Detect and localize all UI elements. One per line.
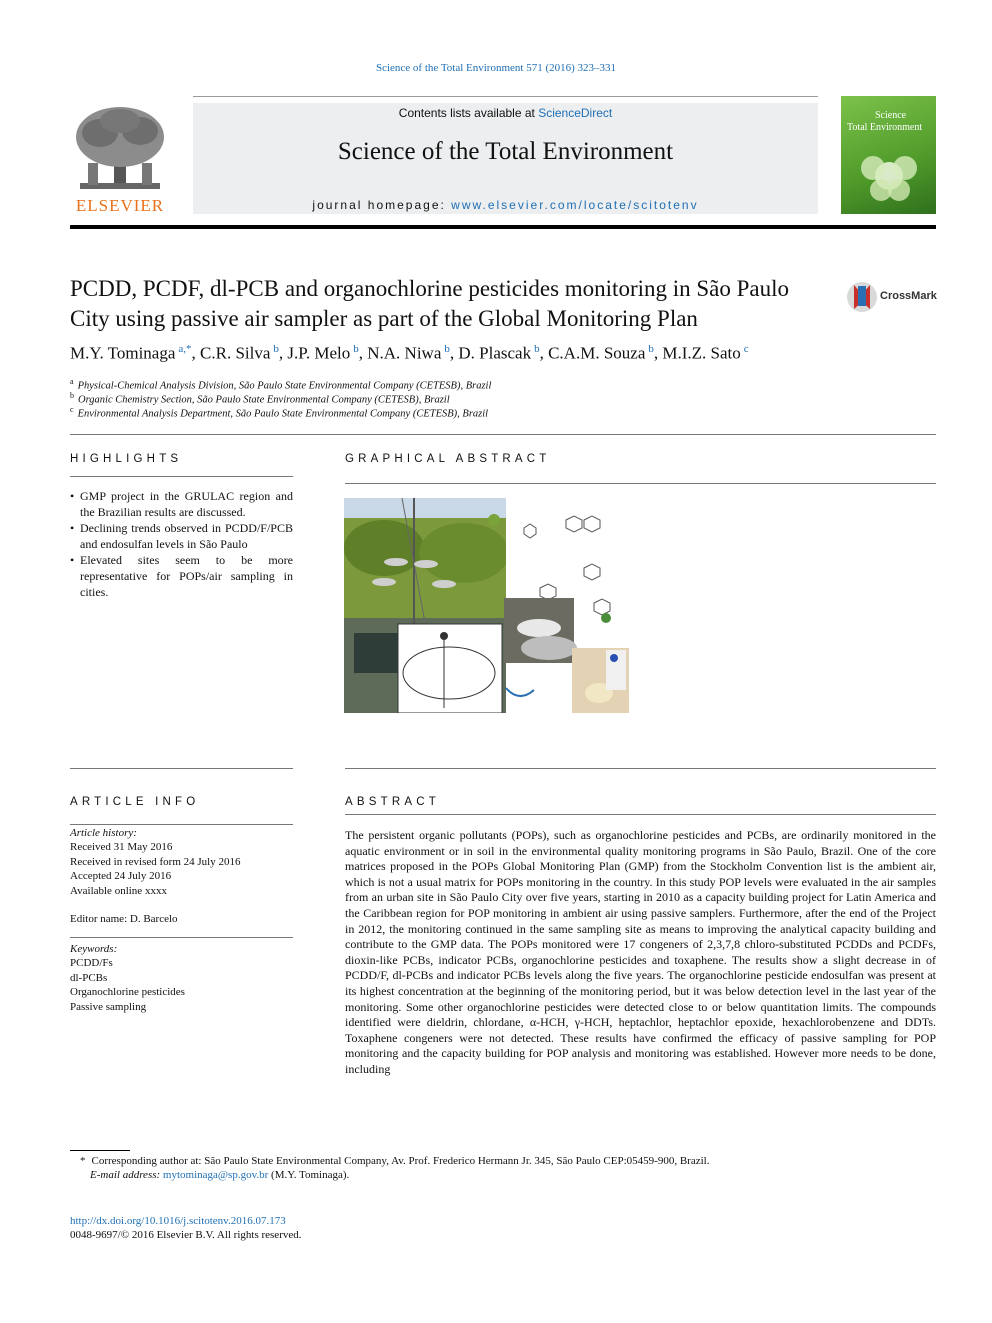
affiliation-text: Organic Chemistry Section, São Paulo State Environmental Company (CETESB), Brazil — [78, 394, 450, 406]
keywords-rule — [70, 937, 293, 938]
highlight-item: • Declining trends observed in PCDD/F/PCB and endosulfan levels in São Paulo — [70, 520, 293, 552]
corresponding-text: Corresponding author at: São Paulo State Environmental Company, Av. Prof. Frederico Hermann Jr. 345, São Paulo CEP:05459-900, Brazil. — [91, 1155, 710, 1167]
keyword: Passive sampling — [70, 1000, 147, 1013]
abstract-rule — [345, 814, 936, 815]
journal-homepage — [193, 198, 818, 212]
author-name[interactable]: D. Plascak — [458, 343, 532, 363]
highlights-rule — [70, 476, 293, 477]
accepted-date: Accepted 24 July 2016 — [70, 870, 172, 883]
affiliation-b — [70, 391, 450, 406]
keywords-block — [70, 942, 185, 1014]
affiliation-text: Physical-Chemical Analysis Division, São Paulo State Environmental Company (CETESB), Brazil — [77, 380, 492, 392]
journal-citation[interactable]: Science of the Total Environment 571 (2016) 323–331 — [375, 62, 617, 74]
author-affiliation-mark[interactable]: b — [273, 343, 279, 355]
received-date: Received 31 May 2016 — [70, 841, 173, 854]
elsevier-logo[interactable] — [70, 103, 170, 215]
header-top-rule — [193, 96, 818, 97]
crossmark-badge[interactable] — [846, 280, 938, 314]
elsevier-tree-icon — [70, 103, 170, 195]
footnote-mark: * — [80, 1155, 86, 1167]
highlight-item: • GMP project in the GRULAC region and the Brazilian results are discussed. — [70, 488, 293, 520]
abstract-heading: ABSTRACT — [345, 796, 440, 808]
author-name[interactable]: M.I.Z. Sato — [662, 343, 741, 363]
publisher-name: ELSEVIER — [75, 196, 165, 215]
footnote-rule — [70, 1150, 130, 1151]
homepage-link[interactable]: www.elsevier.com/locate/scitotenv — [451, 198, 699, 212]
author-separator: , — [539, 343, 549, 363]
author-name[interactable]: M.Y. Tominaga — [70, 343, 176, 363]
cover-flower-icon — [841, 96, 936, 214]
revised-date: Received in revised form 24 July 2016 — [70, 855, 241, 868]
history-label: Article history: — [70, 827, 137, 839]
author-separator: , — [191, 343, 201, 363]
keyword: Organochlorine pesticides — [70, 986, 185, 999]
article-title: PCDD, PCDF, dl-PCB and organochlorine pesticides monitoring in São Paulo City using passive air sampler as part of the Global Monitoring Plan — [70, 276, 790, 331]
keywords-label: Keywords: — [70, 943, 118, 955]
journal-title[interactable]: Science of the Total Environment — [337, 138, 674, 165]
contents-line — [193, 106, 818, 120]
author-affiliation-mark[interactable]: b — [353, 343, 359, 355]
abstract-text: The persistent organic pollutants (POPs), such as organochlorine pesticides and PCBs, are ordinarily monitored in the aquatic environment or in soil in the environmental quality monitoring programs in São Paulo, Brazil. One of the core matrices proposed in the POPs Global Monitoring Plan (GMP) from the Stockholm Convention list is the ambient air, which is not a usual matrix for POPs monitoring in the country. In this study POP levels were evaluated in the air samples from an urban site in São Paulo City over five years, starting in 2010 as a capacity building project for Latin America and the Caribbean region for POP monitoring in ambient air using passive samplers. Furthermore, after the end of the Project in 2012, the monitoring continued in the same sampling site as means to improving the analytical capacity building and contribute to the GMP data. The POPs monitored were 17 congeners of 2,3,7,8 chloro-substituted PCDDs and PCDFs, dioxin-like PCBs, indicator PCBs, organochlorine pesticides and toxaphene. The results show a slight decrease in of PCDD/F, dl-PCBs and indicator PCBs levels along the five years. The organochlorine pesticide endosulfan was present at its highest concentration at the beginning of the monitoring period, but it was below detection level in the last year of the monitoring. Some other organochlorine pesticides were detected close to or below quantitation limits. The compounds identified were dieldrin, chlordane, α-HCH, γ-HCH, heptachlor, heptachlor epoxide, hexachlorobenzene and DDTs. Toxaphene congeners were not detected. These results have confirmed the efficacy of passive sampling for POP monitoring and the capacity building for POP analysis and monitoring was established. However more needs to be done, including — [345, 828, 936, 1076]
author-separator: , — [358, 343, 368, 363]
graphical-abstract-image[interactable] — [344, 498, 629, 713]
article-info-rule — [70, 824, 293, 825]
author-separator: , — [653, 343, 663, 363]
author-affiliation-mark[interactable]: b — [534, 343, 540, 355]
contents-prefix: Contents lists available at — [398, 106, 539, 120]
author-affiliation-mark[interactable]: b — [648, 343, 654, 355]
highlight-item: • Elevated sites seem to be more representative for POPs/air sampling in cities. — [70, 552, 293, 600]
article-history — [70, 826, 240, 898]
author-name[interactable]: J.P. Melo — [287, 343, 351, 363]
author-list — [70, 343, 749, 364]
sciencedirect-link[interactable]: ScienceDirect — [538, 106, 613, 120]
abstract-top-rule — [345, 768, 936, 769]
graphical-abstract-rule — [345, 483, 936, 484]
author-affiliation-mark[interactable]: c — [743, 343, 749, 355]
highlights-list — [70, 488, 293, 600]
author-name[interactable]: C.A.M. Souza — [548, 343, 646, 363]
homepage-prefix: journal homepage: — [312, 198, 452, 212]
email-note — [90, 1169, 349, 1181]
graphical-abstract-heading: GRAPHICAL ABSTRACT — [345, 453, 551, 465]
crossmark-icon — [846, 280, 878, 314]
keyword: PCDD/Fs — [70, 957, 113, 970]
copyright: 0048-9697/© 2016 Elsevier B.V. All rights reserved. — [70, 1229, 302, 1241]
affiliation-text: Environmental Analysis Department, São Paulo State Environmental Company (CETESB), Brazil — [77, 408, 489, 420]
highlights-heading: HIGHLIGHTS — [70, 453, 183, 465]
author-name[interactable]: C.R. Silva — [200, 343, 271, 363]
email-link[interactable]: mytominaga@sp.gov.br — [162, 1169, 269, 1181]
cover-title-line2: Total Environment — [847, 122, 923, 133]
email-suffix: (M.Y. Tominaga). — [268, 1169, 350, 1181]
affiliation-rule — [70, 434, 936, 435]
article-info-top-rule — [70, 768, 293, 769]
cover-title-line1: Science — [875, 110, 907, 121]
graphical-abstract-collage — [344, 498, 629, 713]
affiliation-a — [70, 377, 491, 392]
author-affiliation-mark[interactable]: b — [444, 343, 450, 355]
author-name[interactable]: N.A. Niwa — [367, 343, 442, 363]
affiliation-mark: c — [70, 405, 74, 414]
author-separator: , — [278, 343, 288, 363]
affiliation-mark: a — [70, 377, 74, 386]
author-affiliation-mark[interactable]: a,* — [178, 343, 192, 355]
keyword: dl-PCBs — [70, 971, 108, 984]
affiliation-c — [70, 405, 488, 420]
doi-link[interactable]: http://dx.doi.org/10.1016/j.scitotenv.2016.07.173 — [70, 1215, 286, 1227]
affiliation-mark: b — [70, 391, 74, 400]
editor-name: Editor name: D. Barcelo — [70, 913, 178, 925]
author-separator: , — [449, 343, 459, 363]
article-info-heading: ARTICLE INFO — [70, 796, 200, 808]
email-label: E-mail address: — [90, 1169, 163, 1181]
corresponding-author-note — [80, 1155, 709, 1167]
header-thick-rule — [70, 225, 936, 229]
online-date: Available online xxxx — [70, 884, 167, 897]
crossmark-label: CrossMark — [880, 290, 937, 302]
journal-cover[interactable] — [841, 96, 936, 214]
